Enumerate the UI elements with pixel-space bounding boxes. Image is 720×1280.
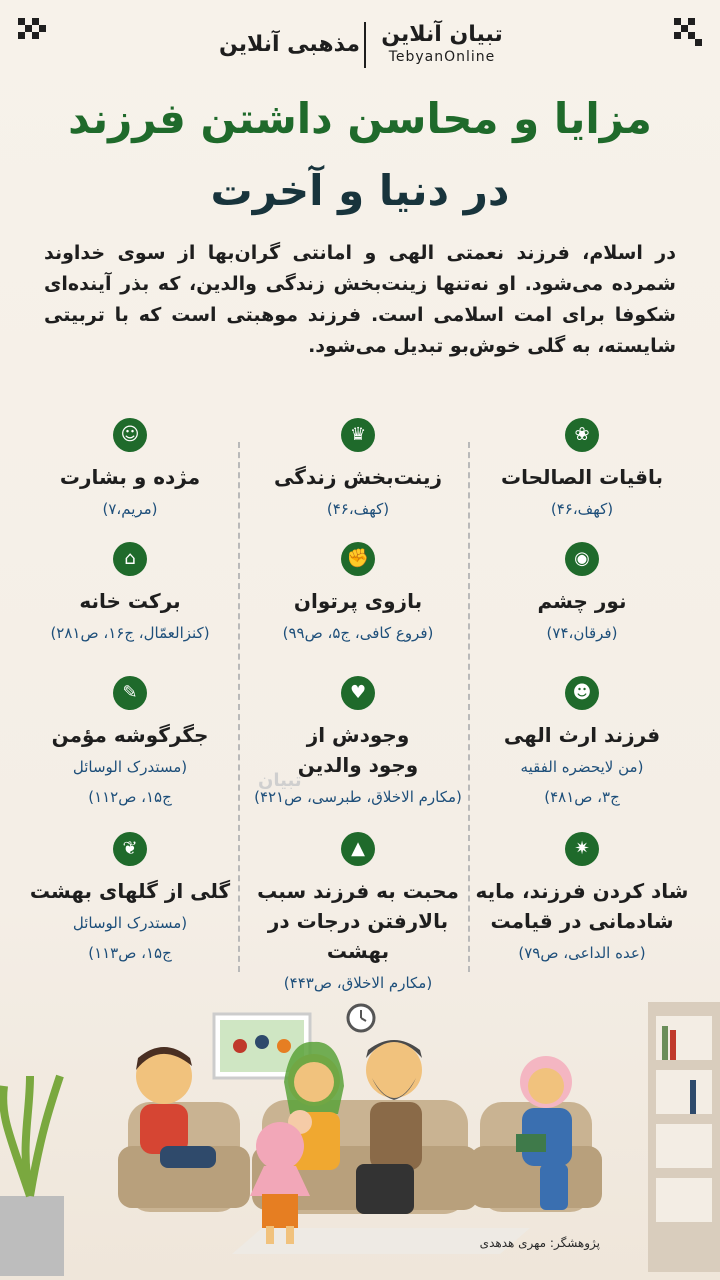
benefit-source: (مستدرک الوسائل xyxy=(72,914,188,932)
brand-name-en: TebyanOnline xyxy=(388,49,496,65)
benefit-title: وجودش از xyxy=(306,723,410,747)
benefit-source: (فروع کافی، ج۵، ص۹۹) xyxy=(282,624,434,642)
benefit-source: (مریم،۷) xyxy=(102,500,158,518)
trophy-icon: ♛ xyxy=(341,418,375,452)
benefits-grid xyxy=(28,412,692,992)
leaf-icon: ❦ xyxy=(113,832,147,866)
benefit-source-cont: ج۳، ص۴۸۱) xyxy=(544,788,620,806)
brand-divider xyxy=(364,22,366,68)
family-living-room-illustration xyxy=(0,996,720,1280)
benefit-title: برکت خانه xyxy=(79,589,181,613)
benefit-title-cont: بالارفتن درجات در بهشت xyxy=(267,909,449,963)
benefit-item xyxy=(472,676,692,812)
benefit-source: (مکارم الاخلاق، ص۴۴۳) xyxy=(283,974,433,992)
benefit-source: (مستدرک الوسائل xyxy=(72,758,188,776)
benefit-item xyxy=(472,418,692,524)
reading-icon: ✎ xyxy=(113,676,147,710)
benefit-source-cont: ج۱۵، ص۱۱۳) xyxy=(88,944,172,962)
benefit-source: (کنزالعمّال، ج۱۶، ص۲۸۱) xyxy=(50,624,210,642)
people-icon: ☺ xyxy=(113,418,147,452)
benefit-source: (مکارم الاخلاق، طبرسی، ص۴۲۱) xyxy=(254,788,462,806)
benefit-title-cont: وجود والدین xyxy=(297,753,419,777)
arm-icon: ✊ xyxy=(341,542,375,576)
header xyxy=(0,18,720,78)
benefit-title: فرزند ارث الهی xyxy=(503,723,661,747)
benefit-item xyxy=(20,542,240,648)
stairs-icon: ▲ xyxy=(341,832,375,866)
benefit-item xyxy=(20,832,240,968)
benefit-title-cont: شادمانی در قیامت xyxy=(490,909,674,933)
benefit-title: بازوی پرتوان xyxy=(293,589,423,613)
benefit-title: باقیات الصالحات xyxy=(501,465,663,489)
eye-icon: ◉ xyxy=(565,542,599,576)
home-icon: ⌂ xyxy=(113,542,147,576)
benefit-title: محبت به فرزند سبب xyxy=(257,879,459,903)
benefit-source: (عده الداعی، ص۷۹) xyxy=(518,944,646,962)
grid-divider xyxy=(468,442,470,972)
benefit-source: (کهف،۴۶) xyxy=(326,500,390,518)
benefit-title: گلی از گلهای بهشت xyxy=(29,879,231,903)
benefit-item xyxy=(472,542,692,648)
brand-logo xyxy=(372,22,512,66)
benefit-item xyxy=(248,542,468,648)
benefit-source-cont: ج۱۵، ص۱۱۲) xyxy=(88,788,172,806)
benefit-title: مژده و بشارت xyxy=(59,465,201,489)
brand-name-fa: تبیان آنلاین xyxy=(381,22,503,47)
family-icon: ☻ xyxy=(565,676,599,710)
flower-icon: ❀ xyxy=(565,418,599,452)
benefit-item xyxy=(248,832,468,998)
sparkle-icon: ✷ xyxy=(565,832,599,866)
watermark: تبیان xyxy=(258,770,302,791)
benefit-title: شاد کردن فرزند، مایه xyxy=(475,879,689,903)
section-name: مذهبی آنلاین xyxy=(218,32,360,57)
benefit-item xyxy=(472,832,692,968)
benefit-source: (من لایحضره الفقیه xyxy=(520,758,644,776)
benefit-source: (فرقان،۷۴) xyxy=(546,624,618,642)
intro-paragraph: در اسلام، فرزند نعمتی الهی و امانتی گران‌بها از سوی خداوند شمرده می‌شود. او نه‌تنها زینت‌بخش زندگی والدین، که بذر آینده‌ای شکوفا برای امت اسلامی است. فرزند موهبتی است که با تربیتی شایسته، به گلی خوش‌بو تبدیل می‌شود. xyxy=(44,242,676,357)
benefit-item xyxy=(248,418,468,524)
researcher-credit: پژوهشگر: مهری هدهدی xyxy=(479,1236,600,1250)
benefit-source: (کهف،۴۶) xyxy=(550,500,614,518)
title-line-1: مزایا و محاسن داشتن فرزند xyxy=(68,94,652,143)
benefit-item xyxy=(20,418,240,524)
benefit-item xyxy=(20,676,240,812)
benefit-item xyxy=(248,676,468,812)
benefit-title: زینت‌بخش زندگی xyxy=(274,465,442,489)
benefit-title: نور چشم xyxy=(537,589,627,613)
benefit-title: جگرگوشه مؤمن xyxy=(51,723,209,747)
heart-hands-icon: ♥ xyxy=(341,676,375,710)
title-line-2: در دنیا و آخرت xyxy=(210,166,510,215)
